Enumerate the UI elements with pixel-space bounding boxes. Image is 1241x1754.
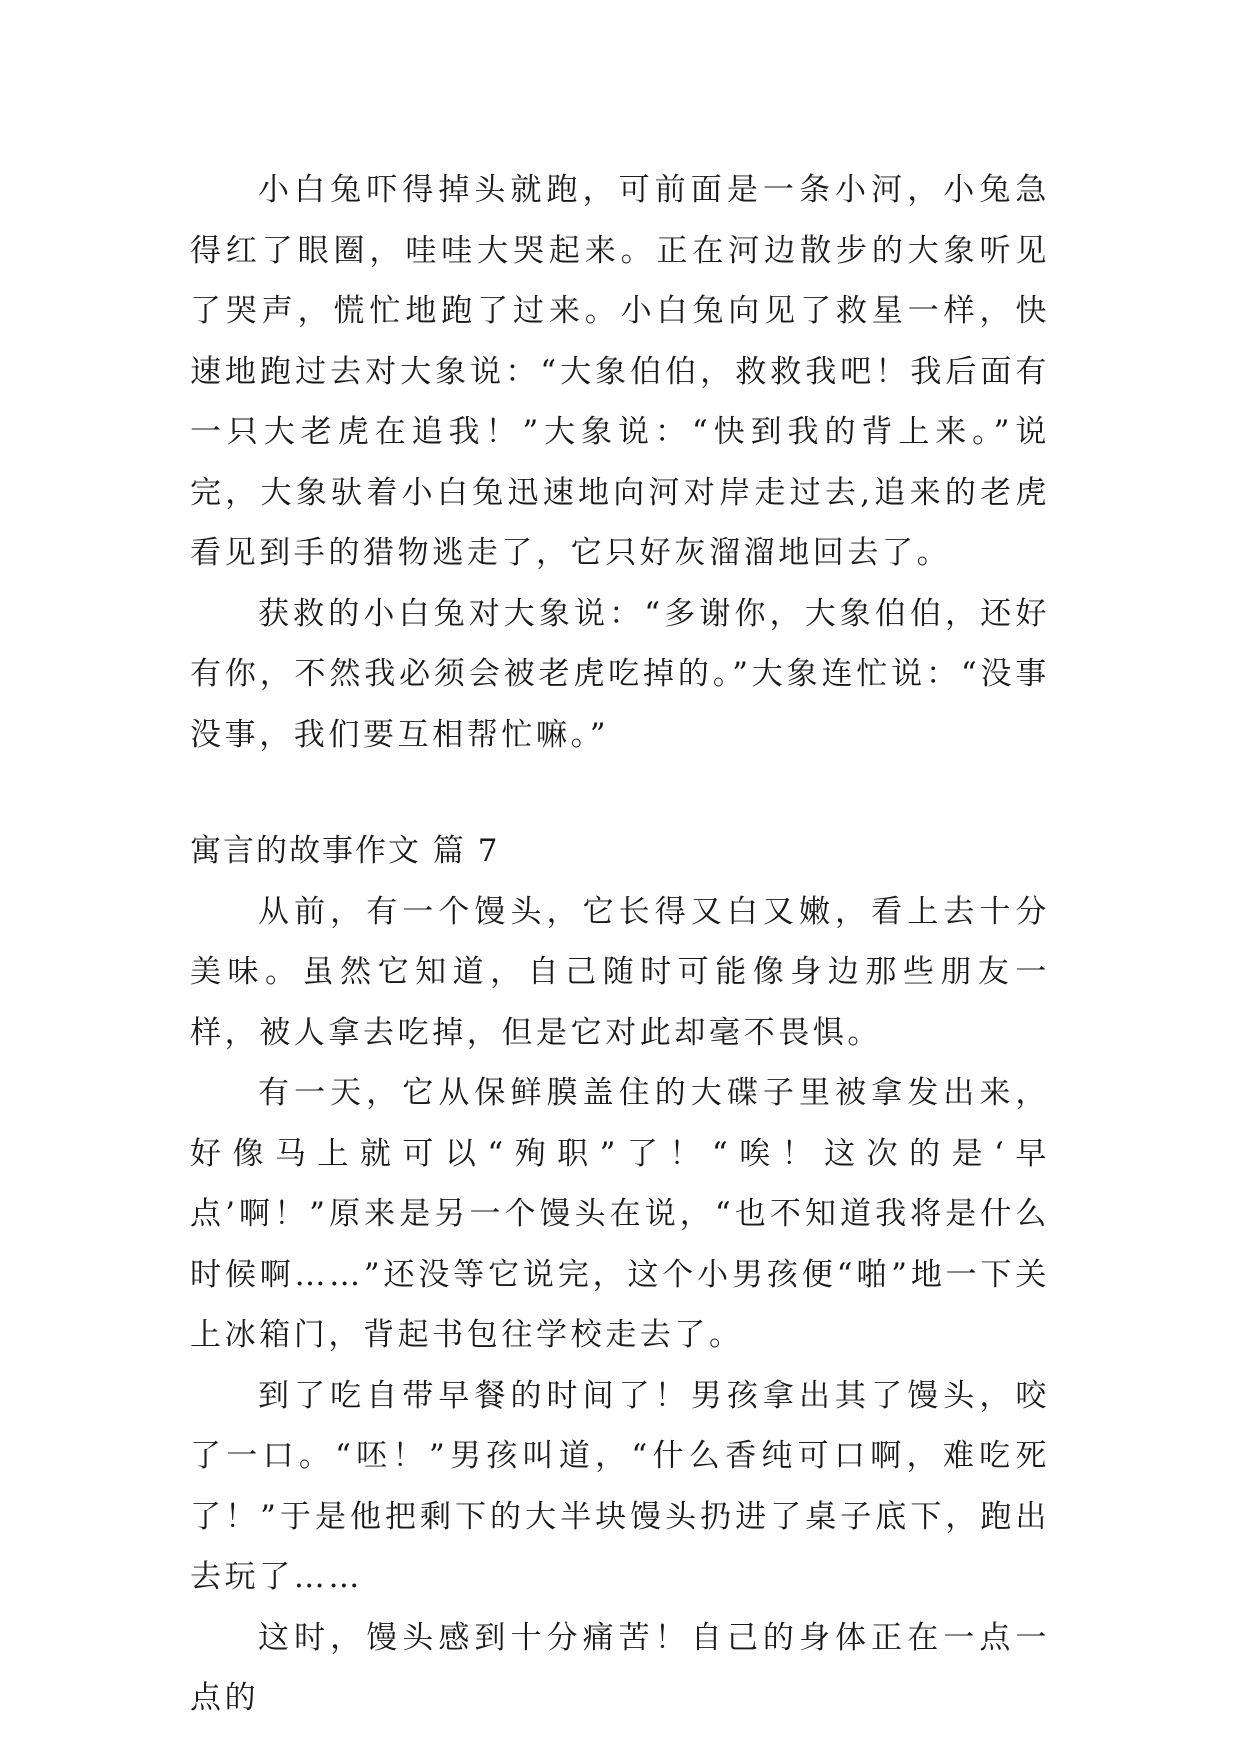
paragraph-mantou-pain: 这时，馒头感到十分痛苦！自己的身体正在一点一点的 [190, 1619, 1050, 1716]
paragraph-rabbit-escape: 小白兔吓得掉头就跑，可前面是一条小河，小兔急得红了眼圈，哇哇大哭起来。正在河边散步的大象听见了哭声，慌忙地跑了过来。小白兔向见了救星一样，快速地跑过去对大象说：“大象伯伯，救救我吧！我后面有一只大老虎在追我！”大象说：“快到我的背上来。”说完，大象驮着小白兔迅速地向河对岸走过去,追来的老虎看见到手的猎物逃走了，它只好灰溜溜地回去了。 [190, 172, 1050, 571]
paragraph-mantou-morning: 有一天，它从保鲜膜盖住的大碟子里被拿发出来，好像马上就可以“殉职”了！“唉！这次的是‘早点’啊！”原来是另一个馒头在说，“也不知道我将是什么时候啊……”还没等它说完，这个小男孩便“啪”地一下关上冰箱门，背起书包往学校走去了。 [190, 1075, 1050, 1353]
paragraph-mantou-breakfast: 到了吃自带早餐的时间了！男孩拿出其了馒头，咬了一口。“呸！”男孩叫道，“什么香纯可口啊，难吃死了！”于是他把剩下的大半块馒头扔进了桌子底下，跑出去玩了…… [190, 1377, 1050, 1595]
paragraph-rabbit-thanks: 获救的小白兔对大象说：“多谢你，大象伯伯，还好有你，不然我必须会被老虎吃掉的。”大象连忙说：“没事没事，我们要互相帮忙嘛。” [190, 595, 1050, 753]
paragraph-mantou-intro: 从前，有一个馒头，它长得又白又嫩，看上去十分美味。虽然它知道，自己随时可能像身边那些朋友一样，被人拿去吃掉，但是它对此却毫不畏惧。 [190, 893, 1050, 1051]
section-title: 寓言的故事作文 篇 7 [190, 833, 500, 869]
document-body [190, 160, 1050, 1729]
